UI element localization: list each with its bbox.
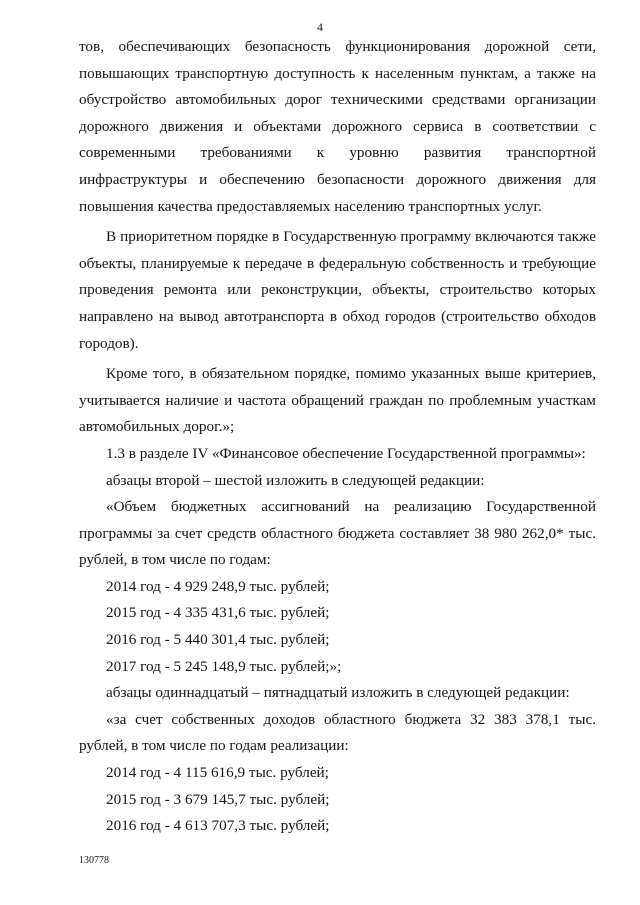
paragraph-amendment-11-15: абзацы одиннадцатый – пятнадцатый изложить в следующей редакции: — [106, 684, 570, 702]
paragraph-section-iv: 1.3 в разделе IV «Финансовое обеспечение Государственной программы»: — [106, 444, 586, 462]
budget-line-2017: 2017 год - 5 245 148,9 тыс. рублей;»; — [106, 657, 342, 675]
paragraph-citizen-appeals: Кроме того, в обязательном порядке, помимо указанных выше критериев, учитывается наличие и частота обращений граждан по проблемным участкам автомобильных дорог.»; — [79, 365, 596, 436]
document-body — [79, 34, 596, 840]
budget-line-2015: 2015 год - 4 335 431,6 тыс. рублей; — [106, 604, 330, 622]
revenue-line-2014: 2014 год - 4 115 616,9 тыс. рублей; — [106, 764, 329, 782]
budget-line-2016: 2016 год - 5 440 301,4 тыс. рублей; — [106, 631, 330, 649]
paragraph-own-revenues: «за счет собственных доходов областного бюджета 32 383 378,1 тыс. рублей, в том числе по годам реализации: — [79, 710, 596, 755]
paragraph-budget-total: «Объем бюджетных ассигнований на реализацию Государственной программы за счет средств областного бюджета составляет 38 980 262,0* тыс. рублей, в том числе по годам: — [79, 498, 596, 569]
paragraph-road-objects: тов, обеспечивающих безопасность функционирования дорожной сети, повышающих транспортную доступность к населенным пунктам, а также на обустройство автомобильных дорог техническими средствами организации дорожного движения и объектами дорожного сервиса в соответствии с современными требованиями к уровню развития транспортной инфраструктуры и обеспечению безопасности дорожного движения для повышения качества предоставляемых населению транспортных услуг. — [79, 38, 596, 215]
budget-line-2014: 2014 год - 4 929 248,9 тыс. рублей; — [106, 577, 330, 595]
revenue-line-2016: 2016 год - 4 613 707,3 тыс. рублей; — [106, 817, 330, 835]
footer-document-code: 130778 — [79, 855, 109, 866]
paragraph-amendment-2-6: абзацы второй – шестой изложить в следующей редакции: — [106, 471, 485, 489]
page-number: 4 — [317, 20, 323, 34]
revenue-line-2015: 2015 год - 3 679 145,7 тыс. рублей; — [106, 790, 330, 808]
paragraph-priority-order: В приоритетном порядке в Государственную программу включаются также объекты, планируемые к передаче в федеральную собственность и требующие проведения ремонта или реконструкции, объекты, строительство которых направлено на вывод автотранспорта в обход городов (строительство обходов городов). — [79, 228, 596, 352]
